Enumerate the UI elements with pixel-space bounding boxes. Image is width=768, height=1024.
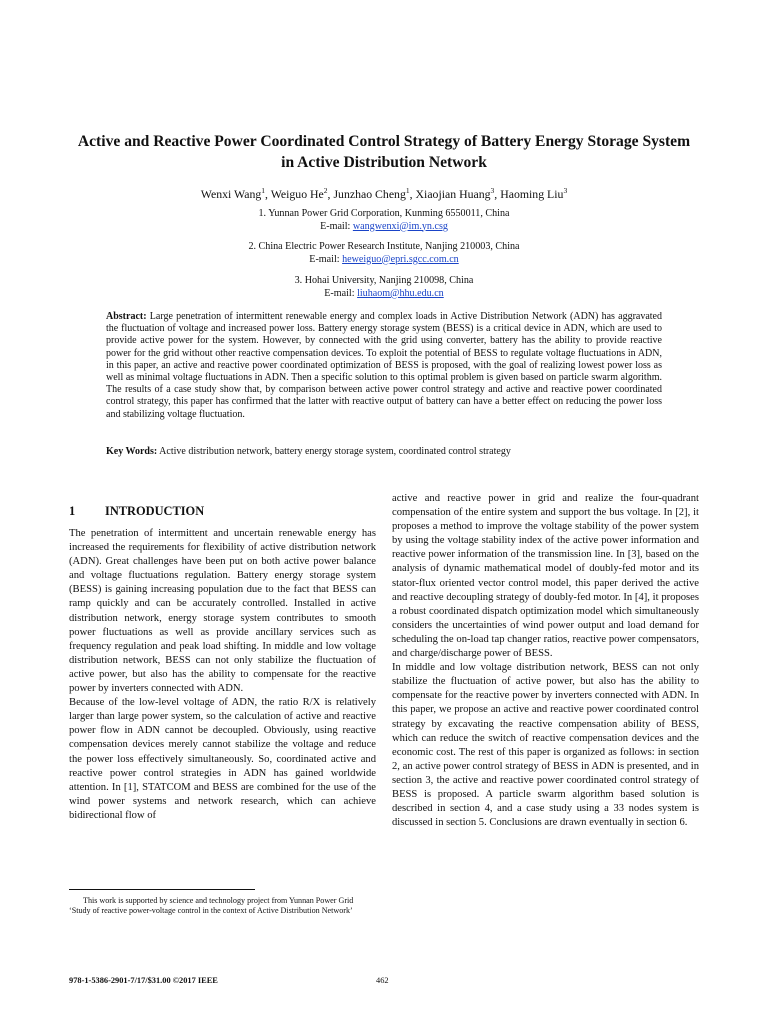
section-number: 1 (69, 504, 76, 518)
author-name: Weiguo He (270, 186, 324, 201)
keywords (106, 446, 662, 458)
affiliation-3 (60, 275, 708, 300)
email-link[interactable]: liuhaom@hhu.edu.cn (357, 287, 444, 299)
abstract (106, 311, 662, 421)
footnote: This work is supported by science and technology project from Yunnan Power Grid ‘Study of reactive power-voltage control in the context of Active Distribution Network’ (69, 896, 354, 916)
body-paragraph: Because of the low-level voltage of ADN, the ratio R/X is relatively larger than large power system, so the calculation of active and reactive power flow in ADN cannot be decoupled. Obviously, using reactive compensation devices merely cannot stabilize the voltage and reduce the power loss effectively simultaneously. So, coordinated active and reactive power control strategies in ADN has gained worldwide attention. In [1], STATCOM and BESS are combined for the use of the wind power systems and network research, which can achieve bidirectional flow of (69, 697, 376, 821)
keywords-label: Key Words: (106, 446, 158, 457)
email-label: E-mail: (324, 287, 358, 299)
body-paragraph: active and reactive power in grid and realize the four-quadrant compensation of the entire system and support the bus voltage. In [2], it proposes a method to improve the voltage stability of the power system by using the voltage stability index of the active power information and reactive power information of the transmission line. In [3], based on the analysis of dynamic mathematical model of doubly-fed motor and its stator-flux oriented vector control model, this paper derived the active and reactive decoupling strategy of doubly-fed motor. In [4], it proposes a robust coordinated dispatch optimization model which simultaneously considers the uncertainties of wind power output and load demand for scheduling the on-load tap changer ratios, reactive power compensators, and charge/discharge power of BESS. (392, 493, 699, 660)
footer-isbn: 978-1-5386-2901-7/17/$31.00 ©2017 IEEE (69, 976, 218, 985)
email-link[interactable]: heweiguo@epri.sgcc.com.cn (342, 253, 459, 265)
affiliation-1 (60, 208, 708, 233)
author-affiliation-mark: 3 (563, 186, 568, 195)
affiliation-line: 2. China Electric Power Research Institute, Nanjing 210003, China (248, 241, 520, 252)
affiliation-2 (60, 241, 708, 266)
author-affiliation-mark: 3 (490, 186, 495, 195)
author-list: Wenxi Wang$^1$, Weiguo He$^2$, Junzhao Cheng$^1$, Xiaojian Huang$^3$, Haoming Liu$^3$ (200, 186, 568, 201)
page-number: 462 (376, 976, 389, 985)
author-affiliation-mark: 1 (405, 186, 410, 195)
author-affiliation-mark: 1 (261, 186, 265, 195)
affiliation-line: 1. Yunnan Power Grid Corporation, Kunming 6550011, China (258, 208, 510, 219)
author-name: Haoming Liu (500, 186, 564, 201)
right-column (392, 492, 699, 830)
email-link[interactable]: wangwenxi@im.yn.csg (352, 220, 448, 232)
left-column (69, 497, 376, 823)
author-affiliation-mark: 2 (323, 186, 328, 195)
author-name: Junzhao Cheng (333, 186, 406, 201)
email-label: E-mail: (320, 220, 353, 232)
footnote-divider (69, 889, 255, 890)
section-heading (69, 503, 376, 519)
keywords-text: Active distribution network, battery energy storage system, coordinated control strategy (157, 446, 511, 457)
body-paragraph: In middle and low voltage distribution network, BESS can not only stabilize the fluctuation of active power, but also has the ability to compensate for the reactive power by inverters connected with ADN. In this paper, we propose an active and reactive power coordinated control strategy by excavating the reactive compensation ability of BESS, which can reduce the switch of reactive compensation devices and the economic cost. The rest of this paper is organized as follows: in section 2, an active power control strategy of BESS in ADN is presented, and in section 3, the active and reactive power coordinated control strategy of BESS is proposed. A particle swarm algorithm based solution is described in section 4, and a case study using a 33 nodes system is discussed in section 5. Conclusions are drawn eventually in section 6. (392, 662, 699, 829)
author-name: Xiaojian Huang (415, 186, 491, 201)
author-name: Wenxi Wang (200, 186, 262, 201)
body-paragraph: The penetration of intermittent and uncertain renewable energy has increased the requirements for flexibility of active distribution network (ADN). Great challenges have been put on both active power balance and voltage fluctuations regulation. Battery energy storage system (BESS) is gaining increasing population due to the fact that BESS can ramp quickly and can be accurately controlled. Installed in active distribution network, energy storage system contributes to smooth power fluctuations as well as provide ancillary services such as frequency regulation and peak load shifting. In middle and low voltage distribution network, BESS can not only stabilize the fluctuation of active power, but also has the ability to compensate for the reactive power by inverters connected with ADN. (69, 528, 376, 695)
abstract-label: Abstract: (106, 311, 147, 322)
abstract-text: Large penetration of intermittent renewable energy and complex loads in Active Distribution Network (ADN) has aggravated the fluctuation of voltage and increased power loss. Battery energy storage system (BESS) is a critical device in ADN, which are used to provide active power for the system. However, by connected with the grid using converter, battery has the ability to provide reactive power for the grid without other reactive compensation devices. To exploit the potential of BESS to regulate voltage fluctuations in ADN, in this paper, an active and reactive power coordinated optimization of BESS is proposed, with the goal of realizing lowest power loss as well as minimal voltage fluctuations in ADN. Then a specific solution to this optimal problem is given based on particle swarm algorithm. The results of a case study show that, by comparison between active power control strategy and active and reactive power coordinated control strategy, this paper has confirmed that the latter with reactive output of battery can have a better effect on reducing the power loss and stabilizing voltage fluctuation. (106, 311, 662, 420)
affiliation-line: 3. Hohai University, Nanjing 210098, China (294, 275, 474, 286)
section-title: INTRODUCTION (105, 504, 205, 518)
paper-title: Active and Reactive Power Coordinated Control Strategy of Battery Energy Storage System in Active Distribution Network (77, 133, 691, 171)
email-label: E-mail: (309, 253, 343, 265)
